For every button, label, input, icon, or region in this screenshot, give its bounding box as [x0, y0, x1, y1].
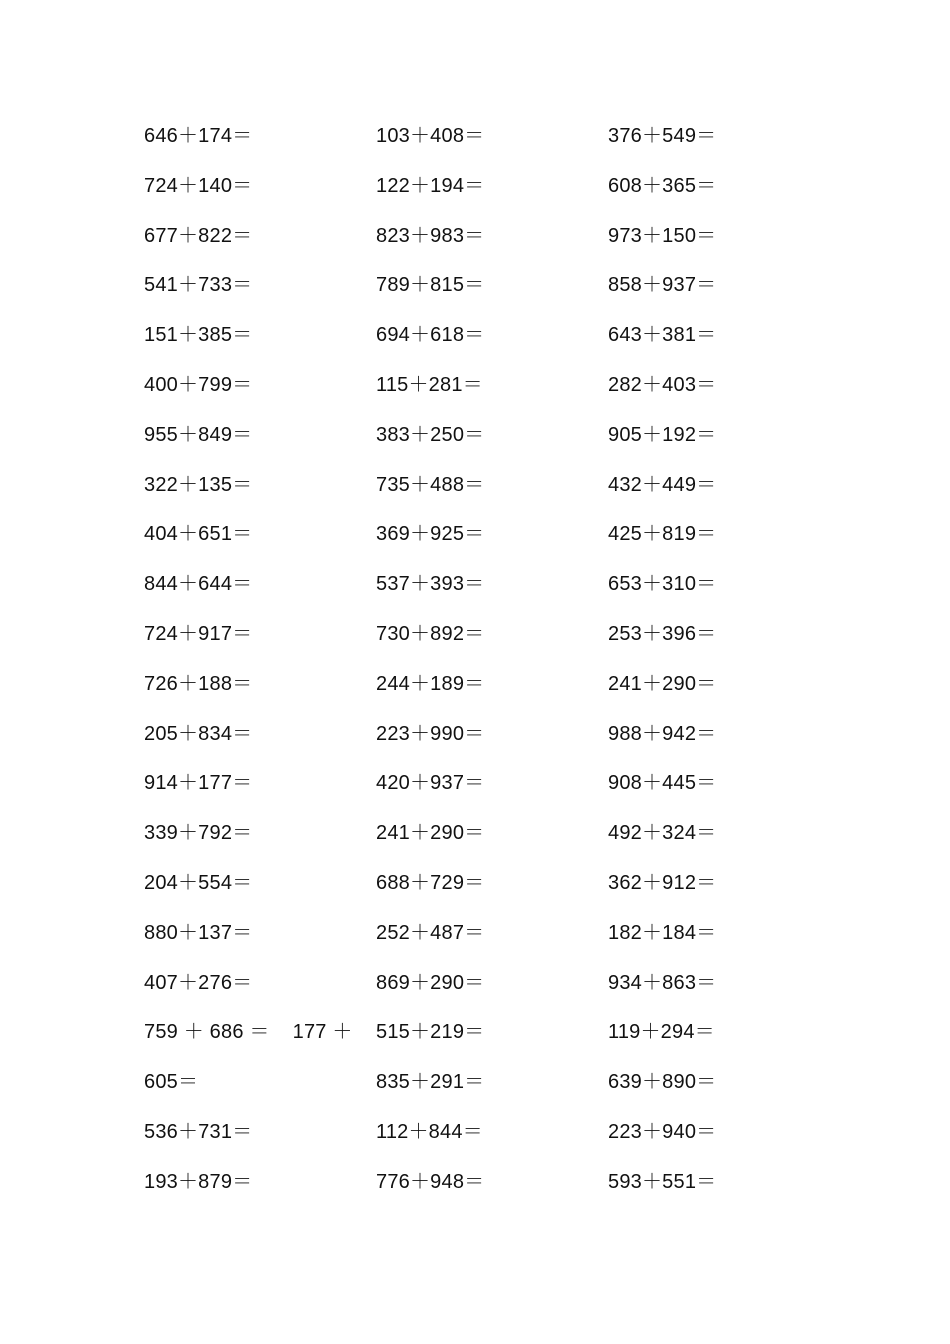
- addition-problem: 515＋219＝: [376, 1021, 485, 1044]
- addition-problem: 205＋834＝: [144, 722, 253, 745]
- addition-problem: 908＋445＝: [608, 772, 717, 795]
- addition-problem: 425＋819＝: [608, 523, 717, 546]
- addition-problem: 151＋385＝: [144, 324, 253, 347]
- addition-problem: 182＋184＝: [608, 921, 717, 944]
- addition-problem: 119＋294＝: [608, 1021, 715, 1044]
- addition-problem: 492＋324＝: [608, 822, 717, 845]
- addition-problem: 643＋381＝: [608, 324, 717, 347]
- addition-problem: 789＋815＝: [376, 274, 485, 297]
- addition-problem: 536＋731＝: [144, 1120, 253, 1143]
- addition-problem: 759 ＋ 686 ＝ 177 ＋: [144, 1021, 353, 1044]
- addition-problem: 730＋892＝: [376, 622, 485, 645]
- addition-problem: 537＋393＝: [376, 573, 485, 596]
- addition-problem: 880＋137＝: [144, 921, 253, 944]
- addition-problem: 835＋291＝: [376, 1071, 485, 1094]
- addition-problem: 869＋290＝: [376, 971, 485, 994]
- addition-problem: 252＋487＝: [376, 921, 485, 944]
- addition-problem: 122＋194＝: [376, 174, 485, 197]
- addition-problem: 204＋554＝: [144, 871, 253, 894]
- addition-problem: 322＋135＝: [144, 473, 253, 496]
- addition-problem: 724＋917＝: [144, 622, 253, 645]
- addition-problem: 973＋150＝: [608, 224, 717, 247]
- addition-problem: 376＋549＝: [608, 125, 717, 147]
- addition-problem: 608＋365＝: [608, 174, 717, 197]
- problem-column-1: [144, 118, 374, 1214]
- addition-problem: 282＋403＝: [608, 373, 717, 396]
- addition-problem: 541＋733＝: [144, 274, 253, 297]
- addition-problem: 241＋290＝: [376, 822, 485, 845]
- addition-problem: 400＋799＝: [144, 373, 253, 396]
- addition-problem: 653＋310＝: [608, 573, 717, 596]
- problem-column-3: [608, 118, 838, 1214]
- addition-problem: 694＋618＝: [376, 324, 485, 347]
- addition-problem: 407＋276＝: [144, 971, 253, 994]
- addition-problem: 677＋822＝: [144, 224, 253, 247]
- addition-problem: 362＋912＝: [608, 871, 717, 894]
- addition-problem: 688＋729＝: [376, 871, 485, 894]
- addition-problem: 726＋188＝: [144, 672, 253, 695]
- addition-problem: 639＋890＝: [608, 1071, 717, 1094]
- addition-problem: 934＋863＝: [608, 971, 717, 994]
- addition-problem: 253＋396＝: [608, 622, 717, 645]
- addition-problem: 432＋449＝: [608, 473, 717, 496]
- addition-problem: 223＋940＝: [608, 1120, 717, 1143]
- addition-problem: 724＋140＝: [144, 174, 253, 197]
- addition-problem: 646＋174＝: [144, 125, 253, 147]
- addition-problem: 914＋177＝: [144, 772, 253, 795]
- addition-problem: 241＋290＝: [608, 672, 717, 695]
- addition-problem: 776＋948＝: [376, 1170, 485, 1193]
- addition-problem: 223＋990＝: [376, 722, 485, 745]
- addition-problem: 103＋408＝: [376, 125, 485, 147]
- problem-column-2: [376, 118, 606, 1214]
- addition-problem: 823＋983＝: [376, 224, 485, 247]
- addition-problem: 605＝: [144, 1071, 199, 1094]
- addition-problem: 369＋925＝: [376, 523, 485, 546]
- addition-problem: 955＋849＝: [144, 423, 253, 446]
- addition-problem: 858＋937＝: [608, 274, 717, 297]
- addition-problem: 115＋281＝: [376, 373, 483, 396]
- addition-problem: 112＋844＝: [376, 1120, 483, 1143]
- addition-problem: 844＋644＝: [144, 573, 253, 596]
- addition-problem: 735＋488＝: [376, 473, 485, 496]
- addition-problem: 383＋250＝: [376, 423, 485, 446]
- addition-problem: 404＋651＝: [144, 523, 253, 546]
- addition-problem: 420＋937＝: [376, 772, 485, 795]
- addition-problem: 339＋792＝: [144, 822, 253, 845]
- addition-problem: 193＋879＝: [144, 1170, 253, 1193]
- addition-problem: 244＋189＝: [376, 672, 485, 695]
- addition-problem: 593＋551＝: [608, 1170, 717, 1193]
- addition-problem: 988＋942＝: [608, 722, 717, 745]
- addition-problem: 905＋192＝: [608, 423, 717, 446]
